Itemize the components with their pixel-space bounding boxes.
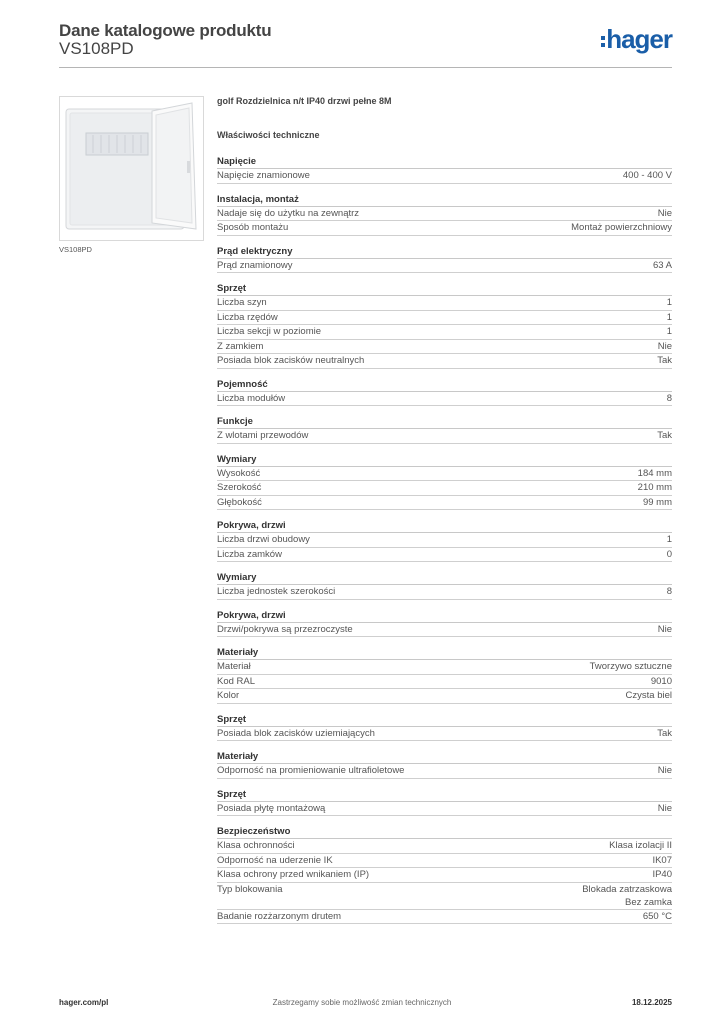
spec-section	[217, 788, 672, 817]
spec-row	[217, 496, 672, 511]
spec-value: 0	[666, 548, 672, 560]
spec-row	[217, 429, 672, 444]
spec-section-title: Sprzęt	[217, 788, 672, 802]
spec-label: Typ blokowania	[217, 883, 283, 895]
spec-section-title: Pokrywa, drzwi	[217, 609, 672, 623]
spec-row	[217, 660, 672, 675]
spec-label: Liczba jednostek szerokości	[217, 586, 336, 597]
spec-label: Z zamkiem	[217, 340, 264, 352]
spec-section	[217, 713, 672, 742]
spec-row	[217, 311, 672, 326]
spec-value: 1	[666, 326, 672, 337]
spec-label: Badanie rozżarzonym drutem	[217, 910, 342, 922]
footer-disclaimer: Zastrzegamy sobie możliwość zmian technicznych	[272, 998, 452, 1007]
spec-row	[217, 727, 672, 742]
spec-section	[217, 571, 672, 600]
spec-label: Klasa ochrony przed wnikaniem (IP)	[217, 869, 370, 880]
spec-label: Liczba szyn	[217, 297, 267, 308]
spec-value: 1	[666, 534, 672, 545]
spec-section-title: Wymiary	[217, 453, 672, 467]
spec-label: Liczba drzwi obudowy	[217, 534, 310, 545]
spec-section-title: Prąd elektryczny	[217, 245, 672, 259]
spec-section-title: Pojemność	[217, 378, 672, 392]
spec-label: Głębokość	[217, 496, 262, 508]
spec-row	[217, 585, 672, 600]
product-image	[59, 96, 204, 241]
spec-value: IK07	[652, 854, 672, 866]
spec-section-title: Materiały	[217, 750, 672, 764]
spec-value: Tak	[657, 430, 672, 441]
spec-section	[217, 609, 672, 638]
spec-row	[217, 883, 672, 910]
spec-label: Napięcie znamionowe	[217, 170, 310, 181]
spec-sections	[217, 155, 672, 924]
spec-row	[217, 325, 672, 340]
spec-value: Nie	[657, 207, 672, 219]
tech-properties-title: Właściwości techniczne	[217, 130, 320, 140]
spec-row	[217, 533, 672, 548]
spec-section-title: Bezpieczeństwo	[217, 825, 672, 839]
spec-section	[217, 750, 672, 779]
footer-website: hager.com/pl	[59, 998, 109, 1007]
spec-value: 8	[666, 586, 672, 597]
spec-row	[217, 689, 672, 704]
spec-section	[217, 378, 672, 407]
spec-label: Z wlotami przewodów	[217, 430, 309, 441]
spec-row	[217, 207, 672, 222]
product-code: VS108PD	[59, 39, 134, 58]
spec-section	[217, 415, 672, 444]
spec-label: Szerokość	[217, 482, 262, 493]
spec-label: Kod RAL	[217, 675, 256, 687]
product-name: golf Rozdzielnica n/t IP40 drzwi pełne 8M	[217, 96, 392, 106]
spec-row	[217, 467, 672, 482]
spec-row	[217, 548, 672, 563]
spec-value: 63 A	[652, 259, 672, 271]
spec-section-title: Materiały	[217, 646, 672, 660]
page-title: Dane katalogowe produktu	[59, 21, 272, 40]
spec-section	[217, 453, 672, 511]
footer-date: 18.12.2025	[631, 998, 672, 1007]
spec-value: Tak	[657, 727, 672, 739]
spec-label: Odporność na promieniowanie ultrafioletowe	[217, 765, 405, 776]
spec-row	[217, 259, 672, 274]
spec-label: Liczba sekcji w poziomie	[217, 326, 322, 337]
spec-value: 400 - 400 V	[622, 170, 672, 181]
spec-row	[217, 802, 672, 817]
spec-label: Wysokość	[217, 467, 261, 479]
spec-value: Czysta biel	[625, 690, 672, 701]
product-image-caption: VS108PD	[59, 245, 92, 254]
spec-value: 210 mm	[637, 482, 672, 493]
spec-label: Posiada blok zacisków neutralnych	[217, 355, 365, 366]
spec-row	[217, 675, 672, 690]
spec-section-title: Instalacja, montaż	[217, 193, 672, 207]
spec-section	[217, 155, 672, 184]
spec-row	[217, 623, 672, 638]
spec-label: Prąd znamionowy	[217, 259, 293, 271]
spec-section	[217, 245, 672, 274]
spec-value: IP40	[652, 869, 672, 880]
spec-label: Sposób montażu	[217, 222, 289, 233]
logo-text: hager	[606, 24, 672, 54]
spec-label: Posiada blok zacisków uziemiających	[217, 727, 375, 739]
spec-section-title: Pokrywa, drzwi	[217, 519, 672, 533]
spec-value: Tworzywo sztuczne	[589, 661, 672, 672]
spec-row	[217, 221, 672, 236]
spec-value: Nie	[657, 623, 672, 635]
spec-section	[217, 825, 672, 924]
spec-row	[217, 169, 672, 184]
spec-section-title: Sprzęt	[217, 713, 672, 727]
spec-section-title: Napięcie	[217, 155, 672, 169]
logo-dots-icon	[601, 33, 605, 50]
spec-row	[217, 296, 672, 311]
spec-value: 8	[666, 392, 672, 404]
hager-logo	[601, 26, 672, 52]
header-divider	[59, 67, 672, 68]
spec-label: Liczba rzędów	[217, 311, 278, 323]
spec-row	[217, 868, 672, 883]
spec-value: Tak	[657, 355, 672, 366]
spec-label: Kolor	[217, 690, 240, 701]
spec-row	[217, 910, 672, 925]
spec-value: Blokada zatrzaskowa Bez zamka	[582, 883, 672, 908]
spec-section-title: Wymiary	[217, 571, 672, 585]
spec-row	[217, 481, 672, 496]
spec-value: Montaż powierzchniowy	[571, 222, 672, 233]
spec-row	[217, 764, 672, 779]
spec-label: Materiał	[217, 661, 251, 672]
spec-label: Liczba modułów	[217, 392, 286, 404]
spec-label: Odporność na uderzenie IK	[217, 854, 333, 866]
spec-value: 650 °C	[642, 910, 672, 922]
spec-label: Drzwi/pokrywa są przezroczyste	[217, 623, 353, 635]
spec-value: Klasa izolacji II	[609, 840, 672, 851]
spec-row	[217, 354, 672, 369]
spec-row	[217, 392, 672, 407]
spec-label: Klasa ochronności	[217, 840, 295, 851]
spec-section-title: Sprzęt	[217, 282, 672, 296]
spec-value: Nie	[657, 340, 672, 352]
spec-section	[217, 519, 672, 562]
spec-value: Nie	[657, 802, 672, 814]
spec-row	[217, 839, 672, 854]
spec-row	[217, 854, 672, 869]
spec-section	[217, 646, 672, 704]
spec-section	[217, 282, 672, 369]
spec-label: Liczba zamków	[217, 548, 282, 560]
spec-value: 1	[666, 311, 672, 323]
spec-label: Nadaje się do użytku na zewnątrz	[217, 207, 360, 219]
spec-section	[217, 193, 672, 236]
spec-value: Nie	[657, 765, 672, 776]
spec-label: Posiada płytę montażową	[217, 802, 326, 814]
spec-content	[217, 96, 672, 933]
spec-value: 9010	[650, 675, 672, 687]
spec-row	[217, 340, 672, 355]
spec-value: 99 mm	[642, 496, 672, 508]
spec-section-title: Funkcje	[217, 415, 672, 429]
spec-value: 1	[666, 297, 672, 308]
spec-value: 184 mm	[637, 467, 672, 479]
